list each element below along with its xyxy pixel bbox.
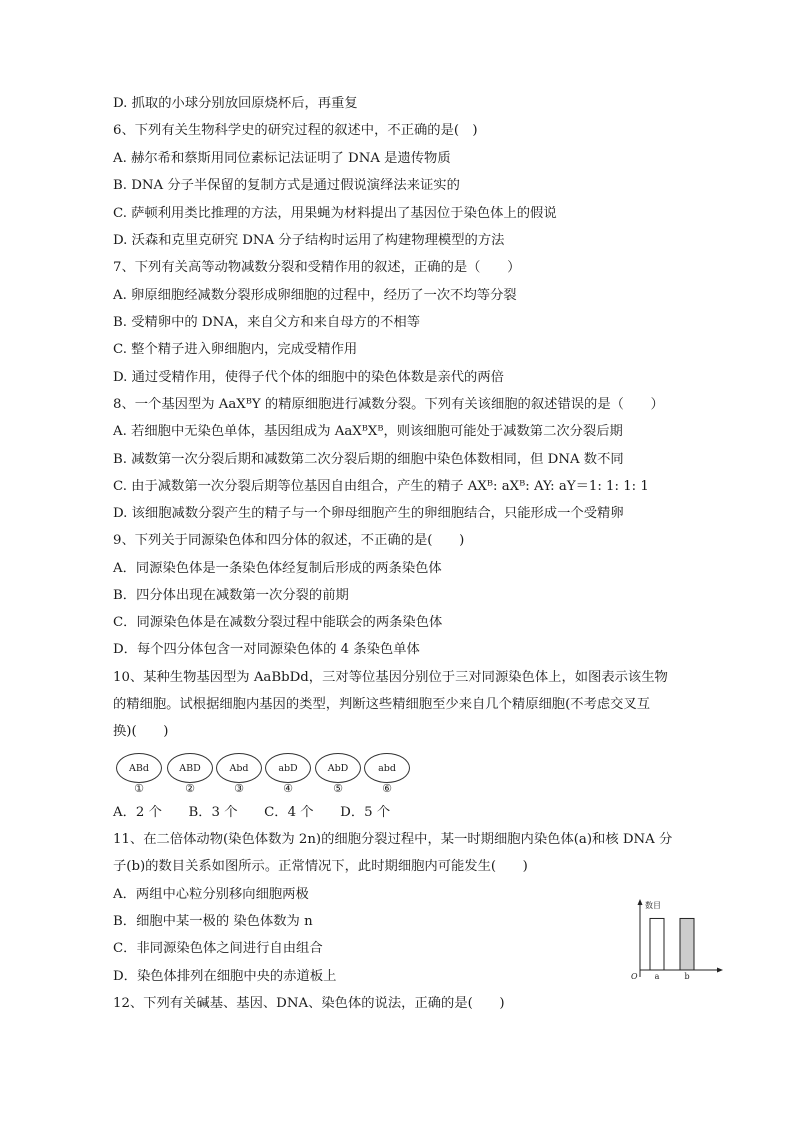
sperm-cell-2 [167, 753, 213, 795]
tick-label-b: b [684, 972, 690, 981]
q8-option-a: A. 若细胞中无染色单体，基因组成为 AaXᴮXᴮ，则该细胞可能处于减数第二次分裂后期 [113, 424, 623, 439]
sperm-cell-1 [116, 753, 162, 795]
cell-number: ⑥ [382, 782, 392, 795]
q7-option-a: A. 卵原细胞经减数分裂形成卵细胞的过程中，经历了一次不均等分裂 [113, 288, 517, 303]
tick-label-a: a [654, 972, 660, 981]
q8-stem: 8、一个基因型为 AaXᴮY 的精原细胞进行减数分裂。下列有关该细胞的叙述错误的是（ ） [113, 397, 664, 412]
q7-option-d: D. 通过受精作用，使得子代个体的细胞中的染色体数是亲代的两倍 [113, 370, 504, 385]
q11-stem-line2: 子(b)的数目关系如图所示。正常情况下，此时期细胞内可能发生( ) [113, 859, 528, 874]
q7-option-b: B. 受精卵中的 DNA，来自父方和来自母方的不相等 [113, 315, 420, 330]
q7-option-c: C. 整个精子进入卵细胞内，完成受精作用 [113, 342, 358, 357]
q5-option-d: D. 抓取的小球分别放回原烧杯后，再重复 [113, 96, 358, 111]
q8-option-d: D. 该细胞减数分裂产生的精子与一个卵母细胞产生的卵细胞结合，只能形成一个受精卵 [113, 506, 624, 521]
cell-genotype: abd [378, 762, 396, 774]
q8-option-c: C. 由于减数第一次分裂后期等位基因自由组合，产生的精子 AXᴮ: aXᴮ: AY: aY＝1: 1: 1: 1 [113, 479, 649, 494]
q6-option-a: A. 赫尔希和蔡斯用同位素标记法证明了 DNA 是遗传物质 [113, 151, 451, 166]
y-axis-label: 数目 [645, 901, 661, 910]
cell-number: ④ [283, 782, 293, 795]
sperm-cell-5 [315, 753, 361, 795]
q10-options: A．2 个 B．3 个 C．4 个 D．5 个 [113, 805, 391, 820]
cell-number: ① [134, 782, 144, 795]
q11-option-c: C．非同源染色体之间进行自由组合 [113, 941, 323, 956]
sperm-cell-4 [265, 753, 311, 795]
q9-stem: 9、下列关于同源染色体和四分体的叙述，不正确的是( ) [113, 533, 465, 548]
cell-genotype: Abd [229, 762, 249, 774]
q6-option-b: B. DNA 分子半保留的复制方式是通过假说演绎法来证实的 [113, 178, 460, 193]
q12-stem: 12、下列有关碱基、基因、DNA、染色体的说法，正确的是( ) [113, 996, 505, 1011]
q11-option-b: B．细胞中某一极的 染色体数为 n [113, 914, 313, 929]
cell-number: ⑤ [333, 782, 343, 795]
q11-option-d: D．染色体排列在细胞中央的赤道板上 [113, 969, 337, 984]
chromosome-dna-chart [626, 897, 726, 983]
cell-number: ② [185, 782, 195, 795]
cell-genotype: AbD [327, 762, 349, 774]
q10-stem-line2: 的精细胞。试根据细胞内基因的类型，判断这些精细胞至少来自几个精原细胞(不考虑交叉互 [113, 697, 651, 712]
q9-option-c: C．同源染色体是在减数分裂过程中能联会的两条染色体 [113, 615, 443, 630]
q10-stem-line1: 10、某种生物基因型为 AaBbDd，三对等位基因分别位于三对同源染色体上，如图表示该生物 [113, 670, 668, 685]
q6-option-c: C. 萨顿利用类比推理的方法，用果蝇为材料提出了基因位于染色体上的假说 [113, 206, 557, 221]
sperm-cell-6 [364, 753, 410, 795]
q10-stem-line3: 换)( ) [113, 724, 169, 739]
q9-option-d: D．每个四分体包含一对同源染色体的 4 条染色单体 [113, 642, 420, 657]
q8-option-b: B. 减数第一次分裂后期和减数第二次分裂后期的细胞中染色体数相同，但 DNA 数不同 [113, 452, 624, 467]
bar-b [680, 918, 694, 970]
origin-label: O [631, 972, 638, 981]
cell-genotype: ABD [179, 762, 201, 774]
q7-stem: 7、下列有关高等动物减数分裂和受精作用的叙述，正确的是（ ） [113, 260, 521, 275]
q11-option-a: A．两组中心粒分别移向细胞两极 [113, 887, 309, 902]
q9-option-b: B．四分体出现在减数第一次分裂的前期 [113, 588, 349, 603]
q11-stem-line1: 11、在二倍体动物(染色体数为 2n)的细胞分裂过程中，某一时期细胞内染色体(a)和核 DNA 分 [113, 832, 673, 847]
q9-option-a: A．同源染色体是一条染色体经复制后形成的两条染色体 [113, 561, 442, 576]
cell-genotype: abD [278, 762, 298, 774]
cell-genotype: ABd [129, 762, 149, 774]
q6-stem: 6、下列有关生物科学史的研究过程的叙述中，不正确的是( ) [113, 123, 478, 138]
cell-number: ③ [234, 782, 244, 795]
sperm-cell-3 [216, 753, 262, 795]
x-axis-arrow [717, 968, 723, 973]
bar-a [650, 918, 664, 970]
y-axis-arrow [638, 899, 643, 905]
q6-option-d: D. 沃森和克里克研究 DNA 分子结构时运用了构建物理模型的方法 [113, 233, 505, 248]
